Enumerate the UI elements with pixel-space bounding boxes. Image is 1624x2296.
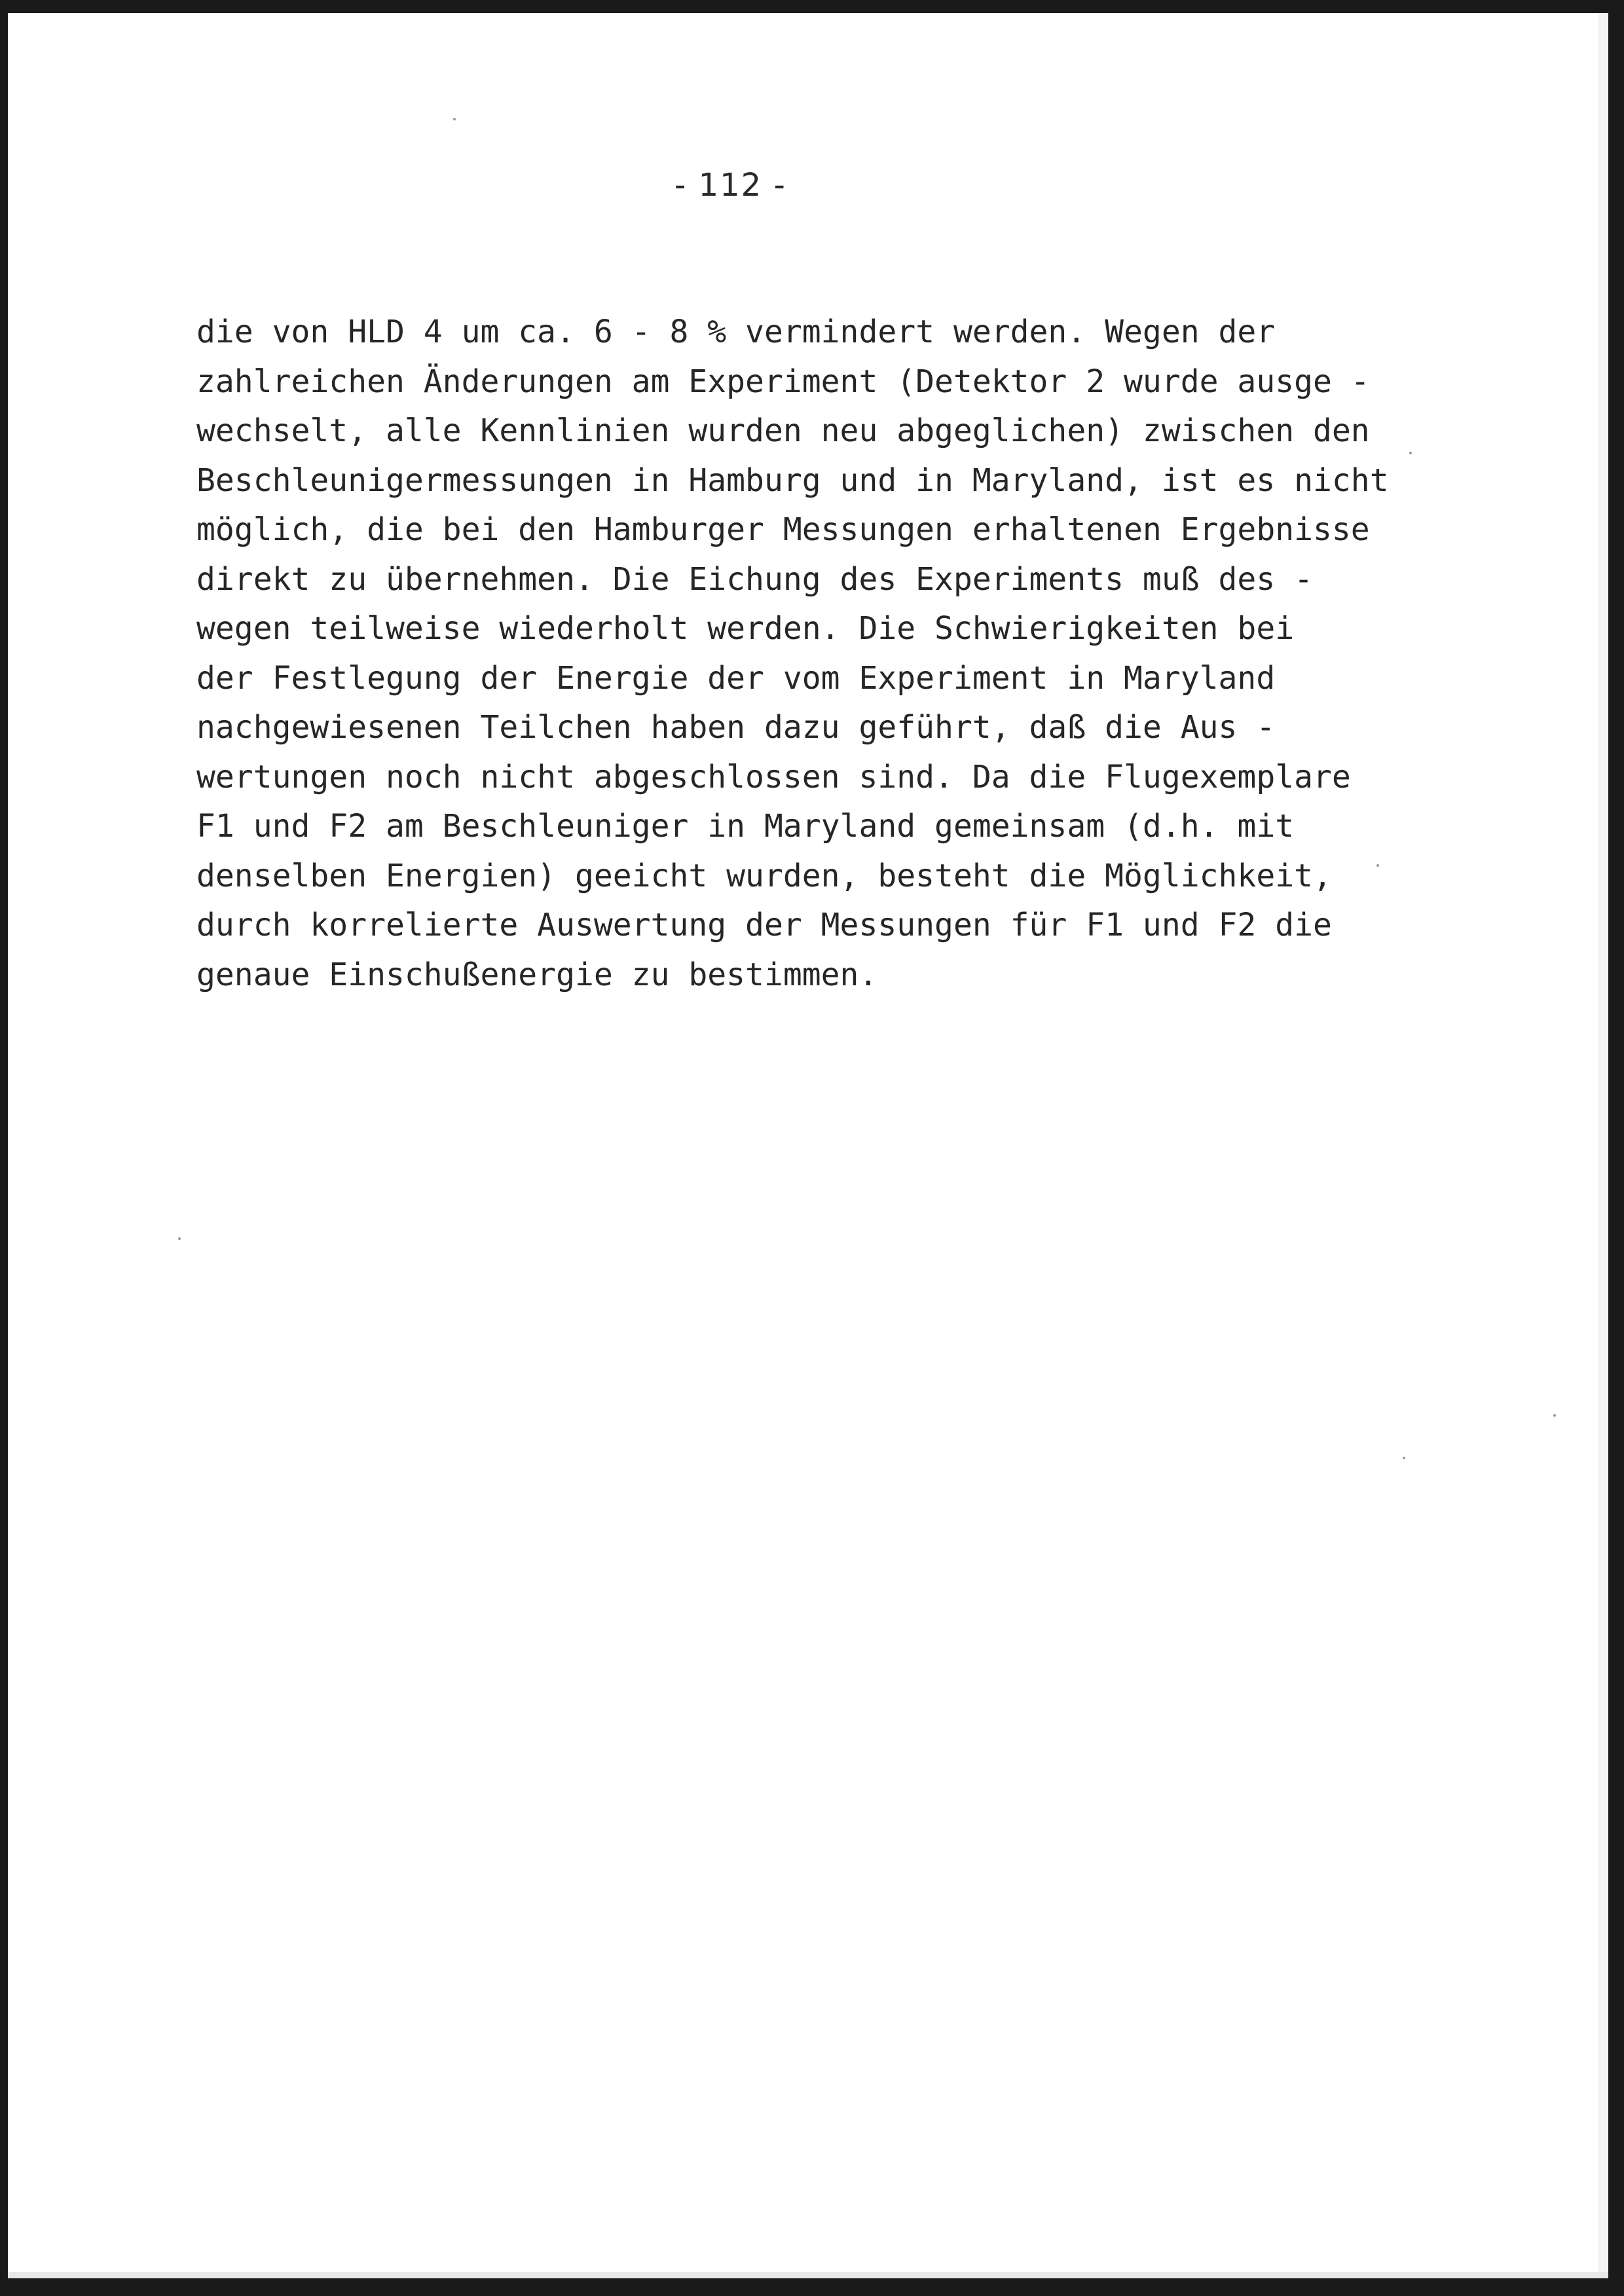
body-paragraph	[196, 308, 1519, 1000]
paragraph-line: F1 und F2 am Beschleuniger in Maryland gemeinsam (d.h. mit	[196, 808, 1295, 845]
paper-edge-right	[1598, 13, 1608, 2272]
paragraph-line: wechselt, alle Kennlinien wurden neu abgeglichen) zwischen den	[196, 412, 1370, 449]
paragraph-line: wertungen noch nicht abgeschlossen sind. Da die Flugexemplare	[196, 758, 1351, 795]
paragraph-line: der Festlegung der Energie der vom Experiment in Maryland	[196, 659, 1276, 697]
paragraph-line: Beschleunigermessungen in Hamburg und in Maryland, ist es nicht	[196, 462, 1389, 499]
paragraph-line: möglich, die bei den Hamburger Messungen erhaltenen Ergebnisse	[196, 511, 1370, 548]
scan-speck	[178, 1237, 181, 1240]
paragraph-line: genaue Einschußenergie zu bestimmen.	[196, 956, 878, 993]
paper-edge-bottom	[8, 2272, 1608, 2278]
scan-speck	[1553, 1414, 1556, 1417]
paragraph-line: zahlreichen Änderungen am Experiment (Detektor 2 wurde ausge -	[196, 363, 1370, 400]
paragraph-line: nachgewiesenen Teilchen haben dazu geführt, daß die Aus -	[196, 709, 1276, 746]
paragraph-line: denselben Energien) geeicht wurden, besteht die Möglichkeit,	[196, 857, 1332, 894]
page-number: - 112 -	[674, 167, 786, 204]
paragraph-line: wegen teilweise wiederholt werden. Die Schwierigkeiten bei	[196, 610, 1295, 647]
paragraph-line: durch korrelierte Auswertung der Messungen für F1 und F2 die	[196, 907, 1332, 943]
paragraph-line: die von HLD 4 um ca. 6 - 8 % vermindert werden. Wegen der	[196, 314, 1276, 350]
scan-speck	[453, 118, 456, 120]
scan-speck	[1403, 1457, 1405, 1459]
paragraph-line: direkt zu übernehmen. Die Eichung des Experiments muß des -	[196, 560, 1314, 598]
